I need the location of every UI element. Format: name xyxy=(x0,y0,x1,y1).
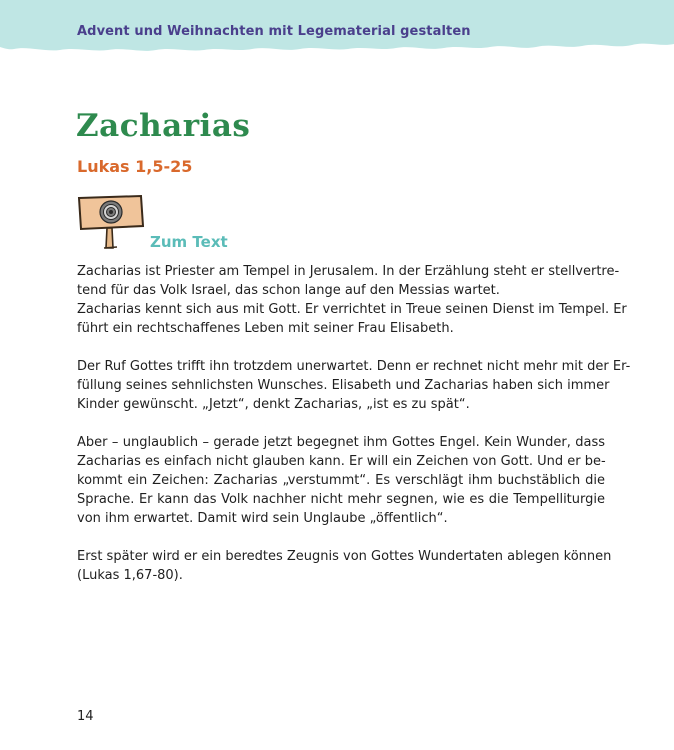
paragraph-line: Erst später wird er ein beredtes Zeugnis von Gottes Wundertaten ablegen können xyxy=(77,549,612,564)
signpost-target-icon xyxy=(77,192,147,252)
paragraph-line: füllung seines sehnlichsten Wunsches. Elisabeth und Zacharias haben sich immer xyxy=(77,378,610,393)
paragraph-line: Zacharias ist Priester am Tempel in Jerusalem. In der Erzählung steht er stellvertre- xyxy=(77,264,620,279)
section-heading: Zum Text xyxy=(150,233,228,251)
paragraph-line: Kinder gewünscht. „Jetzt“, denkt Zacharias, „ist es zu spät“. xyxy=(77,397,470,412)
paragraph-line: von ihm erwartet. Damit wird sein Unglaube „öffentlich“. xyxy=(77,511,448,526)
running-title: Advent und Weihnachten mit Legematerial gestalten xyxy=(77,24,471,39)
paragraph-line: Aber – unglaublich – gerade jetzt begegnet ihm Gottes Engel. Kein Wunder, dass xyxy=(77,435,605,450)
chapter-title: Zacharias xyxy=(76,108,251,144)
paragraph-line: Sprache. Er kann das Volk nachher nicht mehr segnen, wie es die Tempelliturgie xyxy=(77,492,605,507)
paragraph-line: Zacharias kennt sich aus mit Gott. Er verrichtet in Treue seinen Dienst im Tempel. Er xyxy=(77,302,627,317)
paragraph-line: Der Ruf Gottes trifft ihn trotzdem unerwartet. Denn er rechnet nicht mehr mit der Er- xyxy=(77,359,631,374)
page-number: 14 xyxy=(77,709,94,724)
bible-reference: Lukas 1,5-25 xyxy=(77,157,193,176)
paragraph-line: Zacharias es einfach nicht glauben kann. Er will ein Zeichen von Gott. Und er be- xyxy=(77,454,606,469)
paragraph-line: tend für das Volk Israel, das schon lange auf den Messias wartet. xyxy=(77,283,500,298)
body-text xyxy=(77,262,631,585)
paragraph-line: kommt ein Zeichen: Zacharias „verstummt“. Es verschlägt ihm buchstäblich die xyxy=(77,473,605,488)
paragraph-line: führt ein rechtschaffenes Leben mit seiner Frau Elisabeth. xyxy=(77,321,454,336)
paragraph-line: (Lukas 1,67-80). xyxy=(77,568,183,583)
